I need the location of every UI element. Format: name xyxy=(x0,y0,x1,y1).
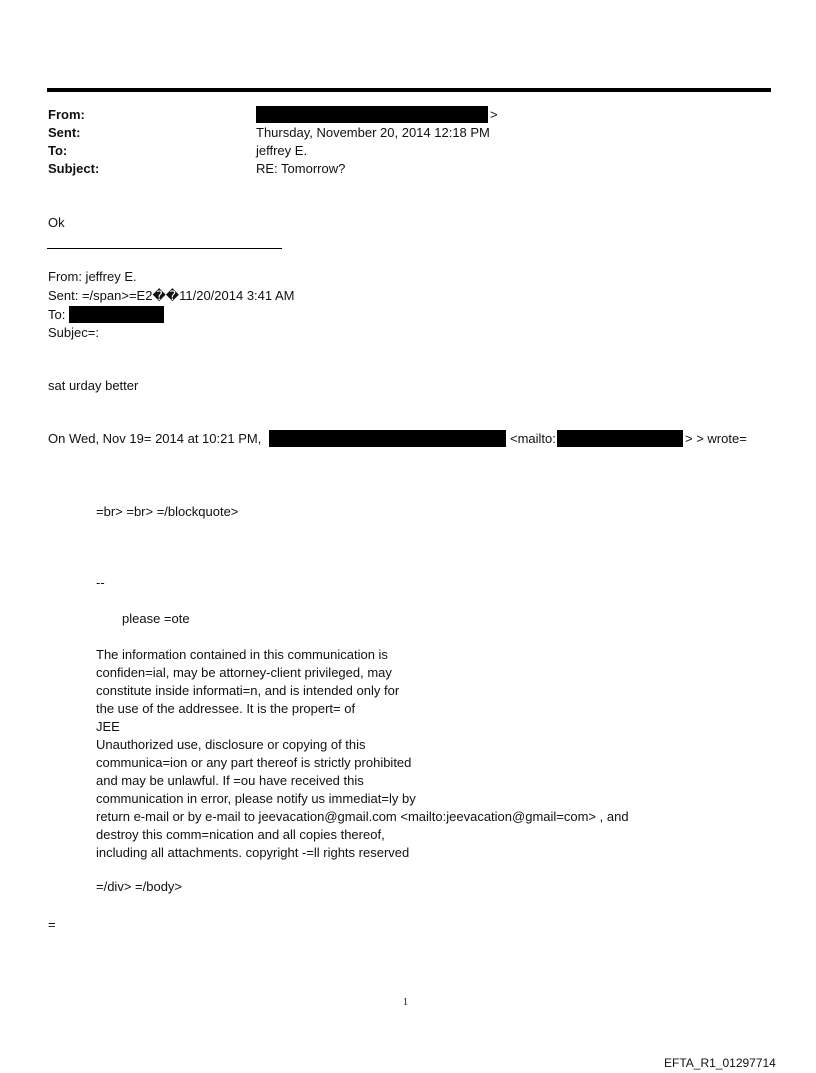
disclaimer-line: The information contained in this communication is xyxy=(96,647,388,662)
disclaimer-line: communica=ion or any part thereof is strictly prohibited xyxy=(96,755,412,770)
to-label: To: xyxy=(48,143,68,158)
disclaimer-line: JEE xyxy=(96,719,120,734)
from-suffix: > xyxy=(490,107,498,122)
signature-dash: -- xyxy=(96,575,105,590)
disclaimer-line: constitute inside informati=n, and is intended only for xyxy=(96,683,400,698)
please-note: please =ote xyxy=(122,611,190,626)
quote-separator-line xyxy=(47,248,282,249)
quoted-sent-line: Sent: =/span>=E2��11/20/2014 3:41 AM xyxy=(48,288,295,303)
reply-body: Ok xyxy=(48,215,65,230)
disclaimer-line: confiden=ial, may be attorney-client privileged, may xyxy=(96,665,392,680)
quoted-subject-line: Subjec=: xyxy=(48,325,99,340)
disclaimer-line: return e-mail or by e-mail to jeevacation@gmail.com <mailto:jeevacation@gmail=com> , and xyxy=(96,809,629,824)
disclaimer-line: the use of the addressee. It is the propert= of xyxy=(96,701,356,716)
sent-value: Thursday, November 20, 2014 12:18 PM xyxy=(256,125,490,140)
sent-label: Sent: xyxy=(48,125,81,140)
redaction-sender-email xyxy=(557,430,683,447)
redaction-from xyxy=(256,106,488,123)
page-number: 1 xyxy=(403,997,408,1008)
disclaimer-line: Unauthorized use, disclosure or copying of this xyxy=(96,737,366,752)
subject-value: RE: Tomorrow? xyxy=(256,161,346,176)
disclaimer-line: destroy this comm=nication and all copies thereof, xyxy=(96,827,385,842)
disclaimer-line: including all attachments. copyright -=ll rights reserved xyxy=(96,845,410,860)
subject-label: Subject: xyxy=(48,161,100,176)
header-top-rule xyxy=(47,88,771,92)
wrote-mailto: <mailto: xyxy=(510,431,556,446)
wrote-suffix: > > wrote= xyxy=(685,431,747,446)
to-value: jeffrey E. xyxy=(256,143,308,158)
redaction-sender-name xyxy=(269,430,506,447)
trailing-equals: = xyxy=(48,917,56,932)
wrote-prefix: On Wed, Nov 19= 2014 at 10:21 PM, xyxy=(48,431,262,446)
quoted-body: sat urday better xyxy=(48,378,139,393)
quoted-from-line: From: jeffrey E. xyxy=(48,269,137,284)
html-residue-2: =/div> =/body> xyxy=(96,879,183,894)
quoted-to-label: To: xyxy=(48,307,66,322)
bates-id: EFTA_R1_01297714 xyxy=(664,1056,776,1070)
from-label: From: xyxy=(48,107,85,122)
redaction-quoted-to xyxy=(69,306,164,323)
html-residue-1: =br> =br> =/blockquote> xyxy=(96,504,239,519)
disclaimer-line: and may be unlawful. If =ou have received this xyxy=(96,773,364,788)
disclaimer-line: communication in error, please notify us immediat=ly by xyxy=(96,791,416,806)
